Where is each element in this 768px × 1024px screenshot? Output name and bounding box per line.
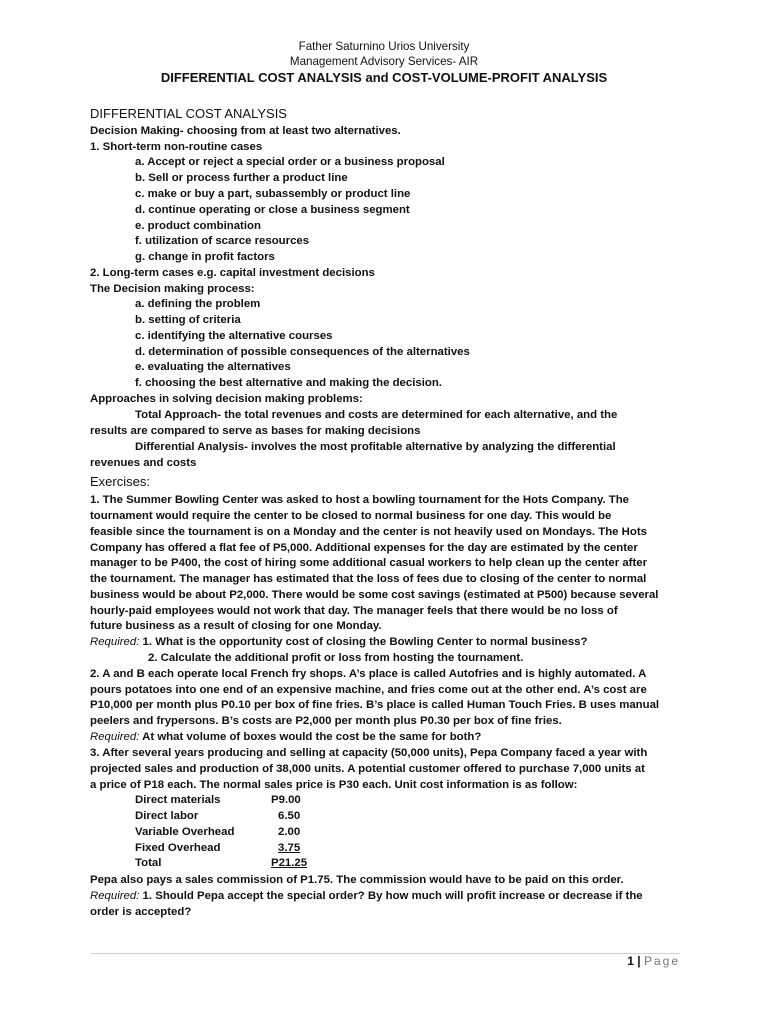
- short-term-item: d. continue operating or close a business segment: [135, 204, 410, 216]
- exercise3-commission: Pepa also pays a sales commission of P1.75. The commission would have to be paid on this order.: [90, 874, 624, 886]
- short-term-item: g. change in profit factors: [135, 251, 275, 263]
- long-term-line: 2. Long-term cases e.g. capital investment decisions: [90, 267, 375, 279]
- document-title: DIFFERENTIAL COST ANALYSIS and COST-VOLUME-PROFIT ANALYSIS: [160, 70, 608, 85]
- unit-cost-value: 6.50: [278, 810, 301, 822]
- exercise3-required-2: order is accepted?: [90, 906, 192, 918]
- decision-step: c. identifying the alternative courses: [135, 330, 333, 342]
- section-title: DIFFERENTIAL COST ANALYSIS: [90, 106, 287, 121]
- exercise1-line: tournament would require the center to be closed to normal business for one day. This would be: [90, 510, 612, 522]
- unit-cost-value: 3.75: [278, 842, 301, 854]
- unit-cost-value: P9.00: [271, 794, 301, 806]
- decision-step: a. defining the problem: [135, 298, 261, 310]
- exercise1-line: 1. The Summer Bowling Center was asked to host a bowling tournament for the Hots Company. The: [90, 494, 630, 506]
- exercise1-line: Company has offered a flat fee of P5,000. Additional expenses for the day are estimated by the center: [90, 542, 638, 554]
- page-label: Page: [643, 954, 680, 968]
- page-separator: |: [637, 954, 641, 968]
- intro-line: Decision Making- choosing from at least two alternatives.: [90, 125, 401, 137]
- exercise3-line: 3. After several years producing and selling at capacity (50,000 units), Pepa Company faced a year with: [90, 747, 648, 759]
- exercise2-line: P10,000 per month plus P0.10 per box of fine fries. B’s place is called Human Touch Fries. B uses manual: [90, 699, 660, 711]
- required-label: Required:: [90, 636, 140, 648]
- short-term-item: e. product combination: [135, 220, 261, 232]
- short-term-item: a. Accept or reject a special order or a business proposal: [135, 156, 445, 168]
- exercise1-line: hourly-paid employees would not work that day. The manager feels that there would be no loss of: [90, 605, 618, 617]
- decision-step: f. choosing the best alternative and making the decision.: [135, 377, 442, 389]
- unit-cost-label: Fixed Overhead: [135, 842, 221, 854]
- approaches-title: Approaches in solving decision making problems:: [90, 393, 363, 405]
- unit-cost-label: Direct materials: [135, 794, 221, 806]
- exercise1-required: [90, 635, 587, 651]
- unit-cost-total: P21.25: [271, 857, 308, 869]
- required-label: Required:: [90, 890, 140, 902]
- exercise2-line: pours potatoes into one end of an expensive machine, and fries come out at the other end. A’s cost are: [90, 684, 647, 696]
- university-name: Father Saturnino Urios University: [298, 40, 470, 53]
- required-text: At what volume of boxes would the cost be the same for both?: [139, 731, 482, 743]
- required-label: Required:: [90, 731, 140, 743]
- exercise2-line: peelers and frypersons. B’s costs are P2,000 per month plus P0.30 per box of fine fries.: [90, 715, 562, 727]
- required-text: 1. What is the opportunity cost of closing the Bowling Center to normal business?: [139, 636, 588, 648]
- short-term-item: b. Sell or process further a product line: [135, 172, 348, 184]
- unit-cost-label: Total: [135, 857, 162, 869]
- exercise2-line: 2. A and B each operate local French fry shops. A’s place is called Autofries and is highly automated. A: [90, 668, 647, 680]
- exercises-title: Exercises:: [90, 474, 150, 489]
- short-term-item: f. utilization of scarce resources: [135, 235, 310, 247]
- page-footer: [627, 954, 680, 968]
- department-name: Management Advisory Services- AIR: [289, 55, 479, 68]
- exercise2-required: [90, 730, 481, 746]
- exercise3-line: projected sales and production of 38,000 units. A potential customer offered to purchase 7,000 units at: [90, 763, 645, 775]
- decision-step: e. evaluating the alternatives: [135, 361, 291, 373]
- decision-step: b. setting of criteria: [135, 314, 241, 326]
- required-text: 1. Should Pepa accept the special order? By how much will profit increase or decrease if the: [139, 890, 643, 902]
- exercise1-line: feasible since the tournament is on a Monday and the center is not heavily used on Mondays. The Hots: [90, 526, 647, 538]
- exercise1-line: the tournament. The manager has estimated that the loss of fees due to closing of the center to normal: [90, 573, 647, 585]
- exercise1-line: manager to be P400, the cost of hiring some additional casual workers to help clean up the center after: [90, 557, 648, 569]
- decision-process-title: The Decision making process:: [90, 283, 255, 295]
- exercise1-line: business would be about P2,000. There would be some cost savings (estimated at P500) because several: [90, 589, 659, 601]
- exercise3-required: [90, 889, 643, 905]
- intro-line: 1. Short-term non-routine cases: [90, 141, 263, 153]
- unit-cost-value: 2.00: [278, 826, 301, 838]
- page-number: 1: [627, 954, 634, 968]
- approach-line: Total Approach- the total revenues and costs are determined for each alternative, and the: [135, 409, 618, 421]
- short-term-item: c. make or buy a part, subassembly or product line: [135, 188, 411, 200]
- unit-cost-label: Direct labor: [135, 810, 199, 822]
- exercise1-required-2: 2. Calculate the additional profit or loss from hosting the tournament.: [148, 652, 524, 664]
- approach-line: Differential Analysis- involves the most profitable alternative by analyzing the differential: [135, 441, 616, 453]
- unit-cost-label: Variable Overhead: [135, 826, 235, 838]
- decision-step: d. determination of possible consequences of the alternatives: [135, 346, 470, 358]
- approach-line: results are compared to serve as bases for making decisions: [90, 425, 421, 437]
- exercise3-line: a price of P18 each. The normal sales price is P30 each. Unit cost information is as follow:: [90, 779, 578, 791]
- footer-divider: [90, 953, 680, 954]
- exercise1-line: future business as a result of closing for one Monday.: [90, 620, 382, 632]
- approach-line: revenues and costs: [90, 457, 197, 469]
